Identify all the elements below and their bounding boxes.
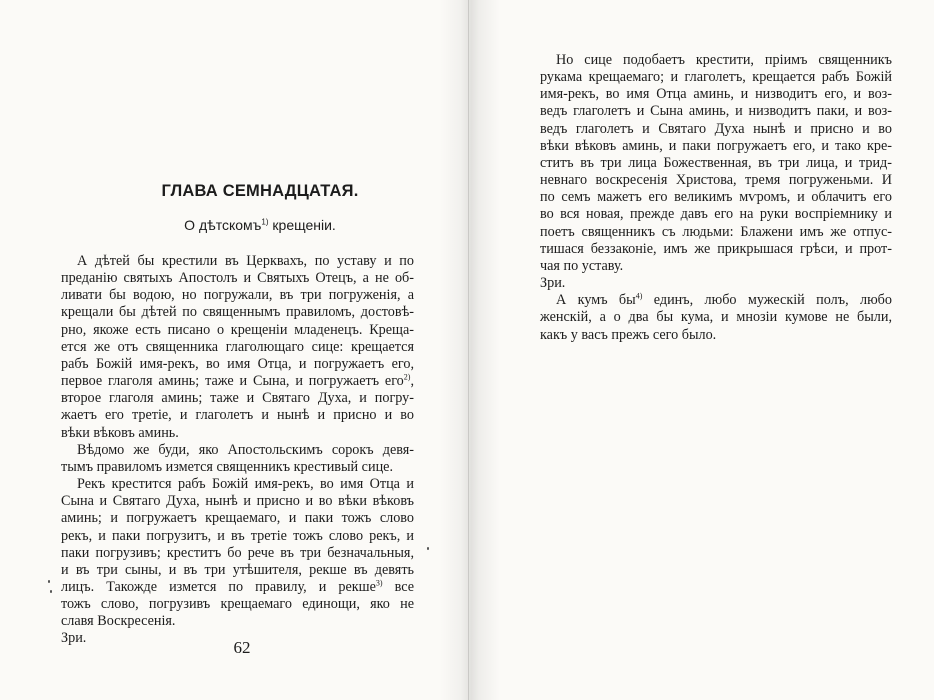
- text-line: ется же отъ священника глаголющаго сице: крещается: [61, 338, 414, 355]
- subtitle-text-before: О дѣтскомъ: [184, 217, 262, 233]
- text-line-part: единъ, любо мужескій полъ, любо: [642, 292, 892, 309]
- text-line: славя Воскресенія.: [61, 613, 176, 630]
- text-line: Сына и Святаго Духа, нынѣ и присно и во вѣки вѣковъ: [61, 493, 414, 510]
- text-line: тымъ правиломъ изметcя священникъ крестивый сице.: [61, 458, 394, 475]
- text-line: какъ у васъ прежъ сего было.: [540, 326, 717, 343]
- footnote-marker: 3): [375, 578, 383, 588]
- text-line-part: лицъ. Такожде изметcя по правилу, и рекше: [61, 578, 376, 595]
- paragraph: [61, 253, 414, 442]
- text-line: второе глаголя аминь; таже и Святаго Духа, и погру-: [61, 390, 414, 407]
- text-line: [61, 579, 414, 596]
- right-page-body: [540, 52, 892, 344]
- footnote-marker: 2): [403, 372, 411, 382]
- text-line: вѣки вѣковъ аминь.: [61, 424, 179, 441]
- text-line: паки погрузивъ; креститъ бо рече въ три безначальныя,: [61, 544, 414, 561]
- text-line: крещали бы дѣтей по священнымъ правиломъ, достовѣ-: [61, 304, 414, 321]
- text-line: преданію святыхъ Апостолъ и Святыхъ Отецъ, а не об-: [61, 270, 414, 287]
- text-line: Вѣдомо же буди, яко Апостольскимъ сорокъ девя-: [77, 441, 414, 458]
- footnote-marker: 4): [635, 291, 643, 301]
- paragraph: [540, 52, 892, 275]
- right-page: [469, 0, 934, 700]
- text-line: и въ три сыны, и въ три утѣшителя, рекше въ девять: [61, 561, 414, 578]
- text-line-part: все: [382, 578, 415, 595]
- text-line-part: первое глаголя аминь; таже и Сына, и погружаетъ его: [61, 373, 404, 390]
- text-line: ститъ въ три лица Божественная, въ три лица, и трид-: [540, 154, 892, 171]
- print-speck: [427, 547, 429, 550]
- text-line: ливати бы водою, но погружали, въ три погруженія, а: [61, 287, 414, 304]
- text-line: Зри.: [540, 275, 566, 292]
- text-line-part: А кумъ бы: [556, 292, 636, 309]
- text-line: невнаго воскресенія Христова, тремя погруженьми. И: [540, 172, 892, 189]
- chapter-title: ГЛАВА СЕМНАДЦАТАЯ.: [161, 182, 359, 200]
- text-line: А дѣтей бы крестили въ Церквахъ, по уставу и по: [77, 253, 414, 269]
- text-line: рабъ Божій имя-рекъ, во имя Отца, и погружаетъ его,: [61, 355, 414, 372]
- text-line: рекъ, и паки погрузитъ, и въ третіе тожъ слово рекъ, и: [61, 527, 414, 544]
- text-line: женскій, а о два бы кума, и мнозіи кумове не были,: [540, 309, 892, 326]
- text-line: жаетъ его третіе, и глаголетъ и нынѣ и присно и во: [61, 407, 414, 424]
- subtitle-text-after: крещеніи.: [272, 217, 336, 233]
- chapter-subtitle: [60, 217, 460, 233]
- page-number: 62: [233, 638, 251, 657]
- text-line: рукама крещаемаго; и глаголетъ, крещается рабъ Божій: [540, 69, 892, 86]
- paragraph: [540, 275, 892, 292]
- print-speck: [48, 580, 50, 583]
- paragraph: [61, 476, 414, 630]
- text-line: ведъ глаголетъ и Святаго Духа нынѣ и присно и во: [540, 120, 892, 137]
- text-line: аминь; и погружаетъ крещаемаго, и паки тожъ слово: [61, 510, 414, 527]
- text-line: Зри.: [61, 630, 87, 647]
- text-line: по семъ мажетъ его великимъ мѵромъ, и облачитъ его: [540, 189, 892, 206]
- footnote-marker: 1): [261, 217, 269, 227]
- text-line: рно, якоже есть писано о крещеніи младенецъ. Крещa-: [61, 321, 414, 338]
- text-line: во вся новая, прежде давъ его на руки воспріемнику и: [540, 206, 892, 223]
- text-line: имя-рекъ, во имя Отца аминь, и низводитъ его, и воз-: [540, 86, 892, 103]
- left-page-body: [61, 253, 414, 648]
- text-line: поетъ священникъ съ людьми: Блажени имъ же отпус-: [540, 223, 892, 240]
- text-line: [540, 292, 892, 309]
- text-line: тожъ слово, погрузивъ крещаемаго единощи, яко не: [61, 596, 414, 613]
- text-line: тишася беззаконіе, имъ же прикрышася грѣси, и прот-: [540, 240, 892, 257]
- text-line: чая по уставу.: [540, 257, 624, 274]
- text-line: Но сице подобаетъ крестити, пріимъ священникъ: [556, 52, 892, 68]
- text-line: Рекъ крестится рабъ Божій имя-рекъ, во имя Отца и: [77, 476, 414, 493]
- print-speck: [50, 590, 52, 593]
- paragraph: [540, 292, 892, 343]
- text-line: ведъ глаголетъ и Сына аминь, и низводитъ паки, и воз-: [540, 103, 892, 120]
- text-line-part: ,: [410, 373, 414, 390]
- text-line: [61, 373, 414, 390]
- paragraph: [61, 442, 414, 476]
- text-line: вѣки вѣковъ аминь, и паки погружаетъ его, и тако кре-: [540, 137, 892, 154]
